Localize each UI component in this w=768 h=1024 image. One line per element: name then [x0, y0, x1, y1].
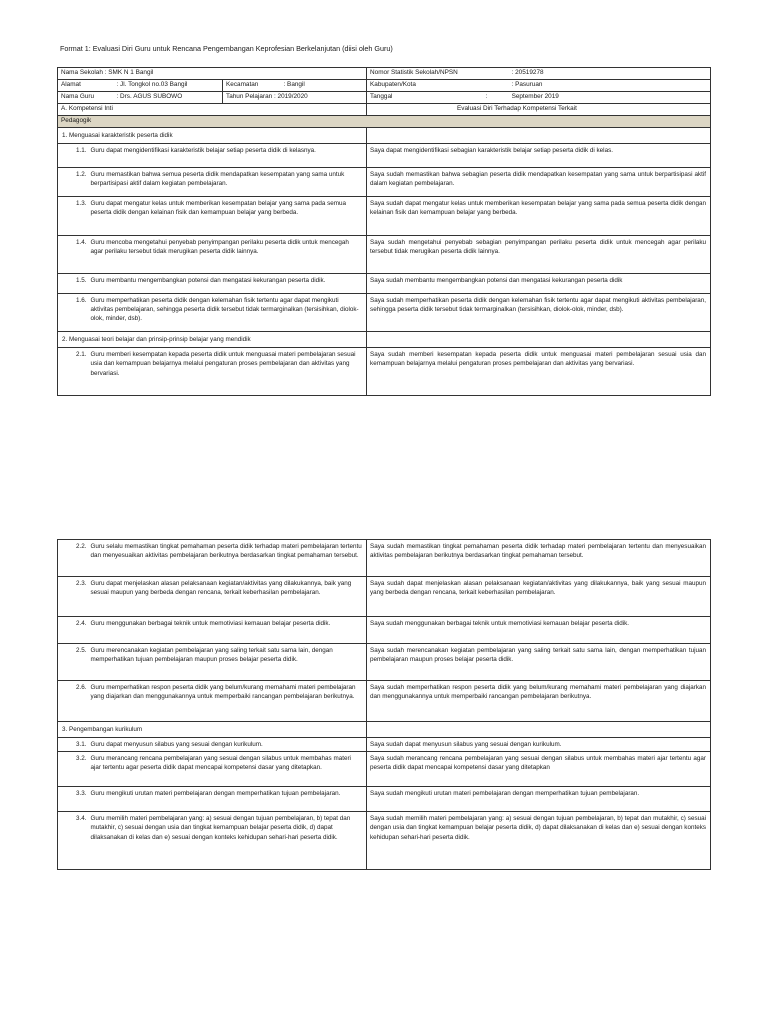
indicator-cell [58, 644, 367, 681]
indicator-cell [58, 812, 367, 870]
section-title: 3. Pengembangan kurikulum [58, 722, 367, 738]
section-answer-blank [367, 128, 711, 144]
core-competency-heading: A. Kompetensi Inti [58, 104, 367, 116]
self-evaluation-answer: Saya sudah dapat menyusun silabus yang sesuai dengan kurikulum. [367, 738, 711, 752]
address-label: Alamat [58, 80, 114, 92]
header-row-address [58, 80, 711, 92]
table-row [58, 168, 711, 197]
indicator-text: Guru dapat menjelaskan alasan pelaksanaan kegiatan/aktivitas yang dilakukannya, baik yang sesuai maupun yang berbeda dengan rencana, terkait keberhasilan pembelajaran. [90, 580, 352, 597]
school-name: Nama Sekolah : SMK N 1 Bangil [58, 68, 367, 80]
self-evaluation-answer: Saya sudah memperhatikan respon peserta didik yang belum/kurang memahami materi pembelajaran yang diajarkan dan menggunakannya untuk memperbaiki rancangan pembelajaran berikutnya. [367, 681, 711, 722]
section-row [58, 722, 711, 738]
section-2-rows-page-1 [58, 348, 711, 396]
address-value: : Jl. Tongkol no.03 Bangil [114, 80, 223, 92]
self-evaluation-answer: Saya sudah memilih materi pembelajaran yang: a) sesuai dengan tujuan pembelajaran, b) tepat dan mutakhir, c) sesuai dengan usia dan tingkat kemampuan belajar peserta didik, d) dapat dilaksanakan di kelas dan e) sesuai dengan konteks kehidupan sehari-hari peserta didik. [367, 812, 711, 870]
indicator-cell [58, 236, 367, 274]
table-row [58, 577, 711, 617]
header-row-school [58, 68, 711, 80]
indicator-number: 3.2. [76, 755, 87, 763]
indicator-number: 3.3. [76, 790, 87, 798]
school-year: Tahun Pelajaran : 2019/2020 [223, 92, 367, 104]
indicator-text: Guru mencoba mengetahui penyebab penyimpangan perilaku peserta didik untuk mencegah agar perilaku tersebut tidak merugikan peserta didik lainnya. [90, 239, 349, 256]
section-row [58, 128, 711, 144]
self-evaluation-answer: Saya sudah menggunakan berbagai teknik untuk memotiviasi kemauan belajar peserta didik. [367, 617, 711, 644]
table-row [58, 787, 711, 812]
self-evaluation-answer: Saya sudah mengetahui penyebab sebagian penyimpangan perilaku peserta didik untuk mencegah agar perilaku tersebut tidak merugikan peserta didik lainnya. [367, 236, 711, 274]
table-row [58, 752, 711, 787]
self-evaluation-answer: Saya sudah membantu mengembangkan potensi dan mengatasi kekurangan peserta didik [367, 274, 711, 294]
indicator-text: Guru merancang rencana pembelajaran yang sesuai dengan silabus untuk membahas materi ajar tertentu agar peserta didik dapat mencapai kompetensi dasar yang ditetapkan. [90, 755, 351, 772]
indicator-text: Guru dapat mengatur kelas untuk memberikan kesempatan belajar yang sama pada semua peserta didik dengan kelainan fisik dan kemampuan belajar yang berbeda. [90, 200, 347, 217]
indicator-number: 2.4. [76, 620, 87, 627]
indicator-cell [58, 144, 367, 168]
indicator-cell [58, 168, 367, 197]
indicator-cell [58, 197, 367, 236]
indicator-cell [58, 752, 367, 787]
indicator-text: Guru memperhatikan peserta didik dengan kelemahan fisik tertentu agar dapat mengikuti aktivitas pembelajaran, sehingga peserta didik tersebut tidak termarginalkan (tersisihkan, diolok-olok, minder, dsb). [90, 297, 359, 323]
indicator-number: 1.1. [76, 147, 87, 155]
header-row-teacher [58, 92, 711, 104]
evaluation-table-page-1 [57, 67, 711, 396]
table-row [58, 294, 711, 332]
indicator-number: 3.1. [76, 741, 87, 749]
section-row [58, 332, 711, 348]
section-answer-blank [367, 332, 711, 348]
evaluation-table-page-2 [57, 539, 711, 870]
indicator-cell [58, 540, 367, 577]
self-evaluation-answer: Saya sudah merencanakan kegiatan pembelajaran yang saling terkait satu sama lain, dengan memperhatikan tujuan pembelajaran maupun proses belajar peserta didik. [367, 644, 711, 681]
teacher-value: : Drs. AGUS SUBOWO [114, 92, 223, 104]
indicator-text: Guru memastikan bahwa semua peserta didik mendapatkan kesempatan yang sama untuk berpartisipasi aktif dalam kegiatan pembelajaran. [90, 171, 345, 188]
npsn-value: : 20519278 [509, 68, 711, 80]
pedagogic-row [58, 116, 711, 128]
indicator-cell [58, 294, 367, 332]
indicator-number: 3.4. [76, 815, 87, 823]
indicator-cell [58, 274, 367, 294]
table-row [58, 681, 711, 722]
regency-value: : Pasuruan [509, 80, 711, 92]
indicator-number: 2.5. [76, 647, 87, 654]
table-row [58, 644, 711, 681]
section-answer-blank [367, 722, 711, 738]
self-evaluation-answer: Saya sudah memberi kesempatan kepada peserta didik untuk menguasai materi pembelajaran sesuai usia dan kemampuan belajarnya melalui pengaturan proses pembelajaran dan aktivitas yang bervariasi. [367, 348, 711, 396]
section-title: 2. Menguasai teori belajar dan prinsip-prinsip belajar yang mendidik [58, 332, 367, 348]
indicator-text: Guru selalu memastikan tingkat pemahaman peserta didik terhadap materi pembelajaran tertentu dan menyesuaikan aktivitas pembelajaran berikutnya berdasarkan tingkat pemahaman tersebut. [90, 543, 362, 560]
self-evaluation-answer: Saya sudah merancang rencana pembelajaran yang sesuai dengan silabus untuk membahas materi ajar tertentu agar peserta didik dapat mencapai kompetensi dasar yang ditetapkan [367, 752, 711, 787]
self-evaluation-answer: Saya sudah memastikan bahwa sebagian peserta didik mendapatkan kesempatan yang sama untuk berpartisipasi aktif dalam kegiatan pembelajaran. [367, 168, 711, 197]
table-row [58, 144, 711, 168]
self-evaluation-answer: Saya sudah mengikuti urutan materi pembelajaran dengan memperhatikan tujuan pembelajaran. [367, 787, 711, 812]
indicator-number: 2.2. [76, 543, 87, 550]
indicator-number: 1.3. [76, 200, 87, 208]
indicator-number: 2.1. [76, 351, 87, 359]
self-evaluation-answer: Saya sudah memastikan tingkat pemahaman peserta didik terhadap materi pembelajaran tertentu dan menyesuaikan aktivitas pembelajaran berikutnya berdasarkan tingkat pemahaman tersebut. [367, 540, 711, 577]
table-row [58, 738, 711, 752]
table-row [58, 348, 711, 396]
indicator-number: 1.4. [76, 239, 87, 247]
indicator-cell [58, 787, 367, 812]
self-evaluation-answer: Saya dapat mengidentifikasi sebagian karakteristik belajar setiap peserta didik di kelas. [367, 144, 711, 168]
document-title: Format 1: Evaluasi Diri Guru untuk Rencana Pengembangan Keprofesian Berkelanjutan (diisi oleh Guru) [60, 44, 393, 53]
indicator-number: 1.5. [76, 277, 87, 285]
table-row [58, 812, 711, 870]
indicator-cell [58, 681, 367, 722]
indicator-number: 2.6. [76, 684, 87, 691]
indicator-cell [58, 738, 367, 752]
self-evaluation-answer: Saya sudah memperhatikan peserta didik dengan kelemahan fisik tertentu agar dapat mengikuti aktivitas pembelajaran, sehingga peserta didik tersebut tidak termarginalkan (tersisihkan, diolok-olok, minder, dsb). [367, 294, 711, 332]
self-evaluation-answer: Saya sudah dapat mengatur kelas untuk memberikan kesempatan belajar yang sama pada semua peserta didik dengan kelainan fisik dan kemampuan belajar yang berbeda. [367, 197, 711, 236]
indicator-text: Guru mengikuti urutan materi pembelajaran dengan memperhatikan tujuan pembelajaran. [90, 790, 341, 798]
indicator-text: Guru memberi kesempatan kepada peserta didik untuk menguasai materi pembelajaran sesuai usia dan kemampuan belajarnya melalui pengaturan proses pembelajaran dan aktivitas yang bervariasi. [90, 351, 356, 377]
table-row [58, 236, 711, 274]
indicator-text: Guru memperhatikan respon peserta didik yang belum/kurang memahami materi pembelajaran yang diajarkan dan menggunakannya untuk memperbaiki rancangan pembelajaran berikutnya. [90, 684, 356, 701]
table-row [58, 274, 711, 294]
indicator-number: 1.6. [76, 297, 87, 305]
table-row [58, 197, 711, 236]
district-value: : Bangil [281, 80, 367, 92]
indicator-text: Guru dapat menyusun silabus yang sesuai dengan kurikulum. [90, 741, 263, 749]
indicator-text: Guru dapat mengidentifikasi karakteristik belajar setiap peserta didik di kelasnya. [90, 147, 316, 155]
indicator-text: Guru memilih materi pembelajaran yang: a) sesuai dengan tujuan pembelajaran, b) tepat dan mutakhir, c) sesuai dengan usia dan tingkat kemampuan belajar peserta didik, d) dapat dilaksanakan di kelas dan e) sesuai dengan konteks kehidupan sehari-hari peserta didik. [90, 815, 351, 841]
indicator-number: 2.3. [76, 580, 87, 587]
table-row [58, 617, 711, 644]
date-value: September 2019 [509, 92, 711, 104]
section-1-rows [58, 144, 711, 332]
pedagogic-heading: Pedagogik [58, 116, 711, 128]
date-label: Tanggal [367, 92, 465, 104]
header-row-competency [58, 104, 711, 116]
indicator-text: Guru membantu mengembangkan potensi dan mengatasi kekurangan peserta didik. [90, 277, 326, 285]
indicator-cell [58, 348, 367, 396]
section-title: 1. Menguasai karakteristik peserta didik [58, 128, 367, 144]
section-2-rows-page-2 [58, 540, 711, 722]
date-colon: : [465, 92, 509, 104]
indicator-cell [58, 577, 367, 617]
self-evaluation-heading: Evaluasi Diri Terhadap Kompetensi Terkait [367, 104, 711, 116]
indicator-text: Guru merencanakan kegiatan pembelajaran yang saling terkait satu sama lain, dengan memperhatikan tujuan pembelajaran maupun proses belajar peserta didik. [90, 647, 333, 664]
indicator-number: 1.2. [76, 171, 87, 179]
district-label: Kecamatan [223, 80, 281, 92]
section-3-rows [58, 738, 711, 870]
table-row [58, 540, 711, 577]
regency-label: Kabupaten/Kota [367, 80, 509, 92]
self-evaluation-answer: Saya sudah dapat menjelaskan alasan pelaksanaan kegiatan/aktivitas yang dilakukannya, baik yang sesuai maupun yang berbeda dengan rencana, terkait keberhasilan pembelajaran. [367, 577, 711, 617]
indicator-cell [58, 617, 367, 644]
npsn-label: Nomor Statistik Sekolah/NPSN [367, 68, 509, 80]
indicator-text: Guru menggunakan berbagai teknik untuk memotiviasi kemauan belajar peserta didik. [90, 620, 331, 627]
teacher-label: Nama Guru [58, 92, 114, 104]
